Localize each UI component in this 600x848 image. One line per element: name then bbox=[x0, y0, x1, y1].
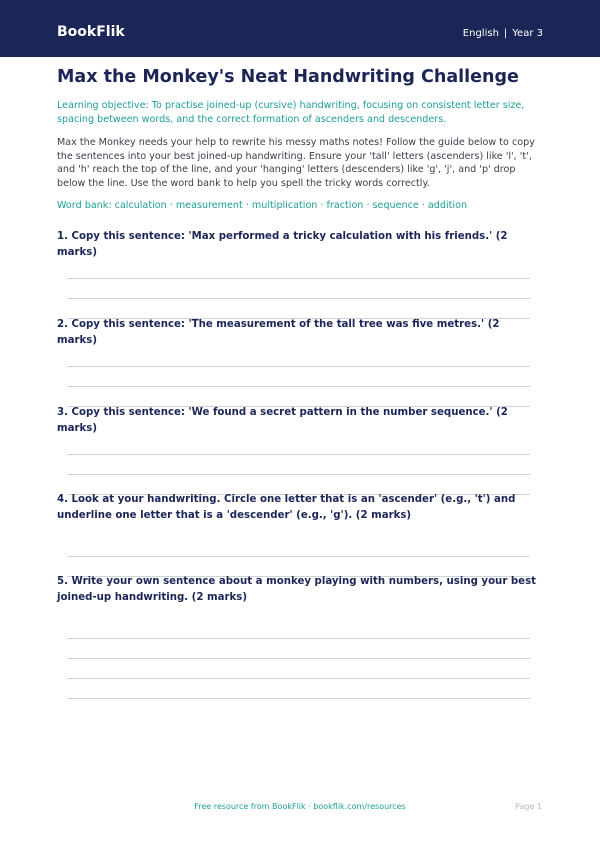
brand-logo: BookFlik bbox=[57, 24, 125, 40]
writing-line[interactable] bbox=[67, 556, 530, 557]
writing-line[interactable] bbox=[67, 454, 530, 455]
question-3: 3. Copy this sentence: 'We found a secret pattern in the number sequence.' (2 marks) bbox=[57, 407, 508, 434]
writing-line[interactable] bbox=[67, 298, 530, 299]
header-bar bbox=[0, 0, 600, 57]
question-2: 2. Copy this sentence: 'The measurement of the tall tree was five metres.' (2 marks) bbox=[57, 319, 500, 346]
writing-line[interactable] bbox=[67, 678, 530, 679]
writing-line[interactable] bbox=[67, 698, 530, 699]
subject-label bbox=[463, 28, 543, 40]
page-title: Max the Monkey's Neat Handwriting Challenge bbox=[57, 67, 519, 87]
footer-credit: Free resource from BookFlik · bookflik.com/resources bbox=[194, 802, 406, 811]
intro-text: Max the Monkey needs your help to rewrite his messy maths notes! Follow the guide below to copy the sentences into your best joined-up handwriting. Ensure your 'tall' letters (ascenders) like 'l', 't', and 'h' reach the top of the line, and your 'hanging' letters (descenders) like 'g', 'j', and 'p' drop below the line. Use the word bank to help you spell the tricky words correctly. bbox=[57, 137, 535, 189]
question-5: 5. Write your own sentence about a monkey playing with numbers, using your best joined-up handwriting. (2 marks) bbox=[57, 576, 537, 603]
learning-objective: Learning objective: To practise joined-up (cursive) handwriting, focusing on consistent letter size, spacing between words, and the correct formation of ascenders and descenders. bbox=[57, 100, 525, 125]
writing-line[interactable] bbox=[67, 386, 530, 387]
subject-name: English bbox=[462, 28, 499, 39]
separator: | bbox=[503, 28, 508, 39]
writing-line[interactable] bbox=[67, 366, 530, 367]
word-bank: Word bank: calculation · measurement · multiplication · fraction · sequence · addition bbox=[57, 200, 468, 211]
writing-line[interactable] bbox=[67, 658, 530, 659]
year-label: Year 3 bbox=[512, 28, 543, 39]
question-4: 4. Look at your handwriting. Circle one letter that is an 'ascender' (e.g., 't') and underline one letter that is a 'descender' (e.g., 'g'). (2 marks) bbox=[57, 494, 516, 521]
question-1: 1. Copy this sentence: 'Max performed a tricky calculation with his friends.' (2 marks) bbox=[57, 231, 508, 258]
writing-line[interactable] bbox=[67, 474, 530, 475]
writing-line[interactable] bbox=[67, 278, 530, 279]
writing-line[interactable] bbox=[67, 638, 530, 639]
page-number: Page 1 bbox=[515, 802, 542, 811]
